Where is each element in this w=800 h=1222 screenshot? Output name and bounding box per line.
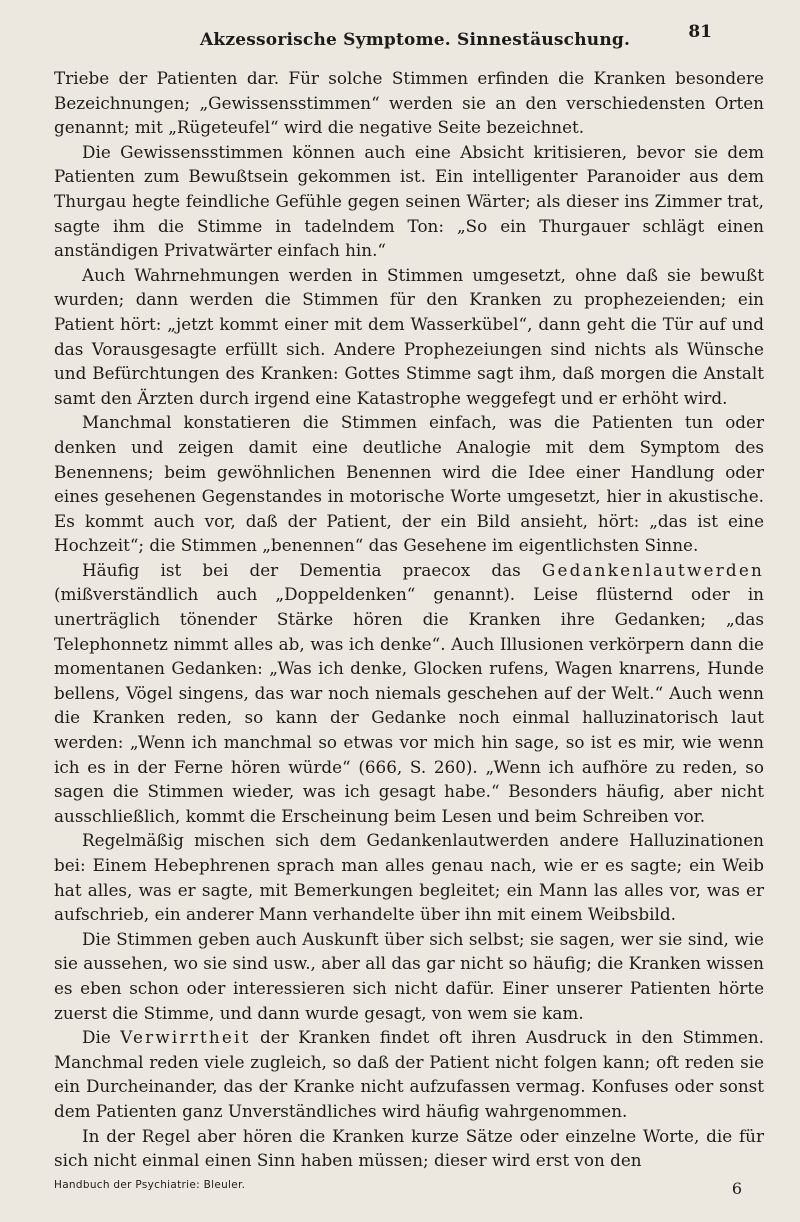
paragraph-9: In der Regel aber hören die Kranken kurze Sätze oder einzelne Worte, die für sich nicht einmal einen Sinn haben müssen; dieser wird erst von den [54,1125,764,1171]
body-text [54,66,764,1173]
footer-imprint: Handbuch der Psychiatrie: Bleuler. [54,1178,246,1191]
spaced-term-gedankenlautwerden: Gedankenlautwerden [541,559,764,580]
page-header [54,22,764,62]
spaced-term-verwirrtheit: Verwirrtheit [120,1027,251,1048]
paragraph-2: Die Gewissensstimmen können auch eine Absicht kritisieren, bevor sie dem Patienten zum Bewußtsein gekommen ist. Ein intelligenter Paranoider aus dem Thurgau hegte feindliche Gefühle gegen seinen Wärter; als dieser ins Zimmer trat, sagte ihm die Stimme in tadelndem Ton: „So ein Thurgauer schlägt einen anständigen Privatwärter einfach hin.“ [54,141,764,261]
paragraph-5: Häufig ist bei der Dementia praecox das Gedankenlautwerden (mißverständlich auch „Doppeldenken“ genannt). Leise flüsternd oder in unerträglich tönender Stärke hören die Kranken ihre Gedanken; „das Telephonnetz nimmt alles ab, was ich denke“. Auch Illusionen verkörpern dann die momentanen Gedanken: „Was ich denke, Glocken rufens, Wagen knarrens, Hunde bellens, Vögel singens, das war noch niemals geschehen auf der Welt.“ Auch wenn die Kranken reden, so kann der Gedanke noch einmal halluzinatorisch laut werden: „Wenn ich manchmal so etwas vor mich hin sage, so ist es mir, wie wenn ich es in der Ferne hören würde“ (666, S. 260). „Wenn ich aufhöre zu reden, so sagen die Stimmen wieder, was ich gesagt habe.“ Besonders häufig, aber nicht ausschließlich, kommt die Erscheinung beim Lesen und beim Schreiben vor. [54,559,764,826]
paragraph-4: Manchmal konstatieren die Stimmen einfach, was die Patienten tun oder denken und zeigen damit eine deutliche Analogie mit dem Symptom des Benennens; beim gewöhnlichen Benennen wird die Idee einer Handlung oder eines gesehenen Gegenstandes in motorische Worte umgesetzt, hier in akustische. Es kommt auch vor, daß der Patient, der ein Bild ansieht, hört: „das ist eine Hochzeit“; die Stimmen „benennen“ das Gesehene im eigentlichsten Sinne. [54,412,764,556]
running-head: Akzessorische Symptome. Sinnestäuschung. [200,30,631,50]
paragraph-6: Regelmäßig mischen sich dem Gedankenlautwerden andere Halluzinationen bei: Einem Hebephrenen sprach man alles genau nach, wie er es sagte; ein Weib hat alles, was er sagte, mit Bemerkungen begleitet; ein Mann las alles vor, was er aufschrieb, ein anderer Mann verhandelte über ihn mit einem Weibsbild. [54,830,764,925]
page-footer [54,1175,764,1197]
paragraph-8: Die Verwirrtheit der Kranken findet oft ihren Ausdruck in den Stimmen. Manchmal reden viele zugleich, so daß der Patient nicht folgen kann; oft reden sie ein Durcheinander, das der Kranke nicht aufzufassen vermag. Konfuses oder sonst dem Patienten ganz Unverständliches wird häufig wahrgenommen. [54,1027,765,1121]
paragraph-1: Triebe der Patienten dar. Für solche Stimmen erfinden die Kranken besondere Bezeichnungen; „Gewissensstimmen“ werden sie an den verschiedensten Orten genannt; mit „Rügeteufel“ wird die negative Seite bezeichnet. [54,68,764,138]
page-number: 81 [688,22,712,42]
paragraph-7: Die Stimmen geben auch Auskunft über sich selbst; sie sagen, wer sie sind, wie sie aussehen, wo sie sind usw., aber all das gar nicht so häufig; die Kranken wissen es eben schon oder interessieren sich nicht dafür. Einer unserer Patienten hörte zuerst die Stimme, und dann wurde gesagt, von wem sie kam. [54,928,764,1023]
signature-mark: 6 [731,1178,742,1198]
paragraph-3: Auch Wahrnehmungen werden in Stimmen umgesetzt, ohne daß sie bewußt wurden; dann werden die Stimmen für den Kranken zu prophezeienden; ein Patient hört: „jetzt kommt einer mit dem Wasserkübel“, dann geht die Tür auf und das Vorausgesagte erfüllt sich. Andere Prophezeiungen sind nichts als Wünsche und Befürchtungen des Kranken: Gottes Stimme sagt ihm, daß morgen die Anstalt samt den Ärzten durch irgend eine Katastrophe weggefegt und er erhöht wird. [54,264,764,408]
